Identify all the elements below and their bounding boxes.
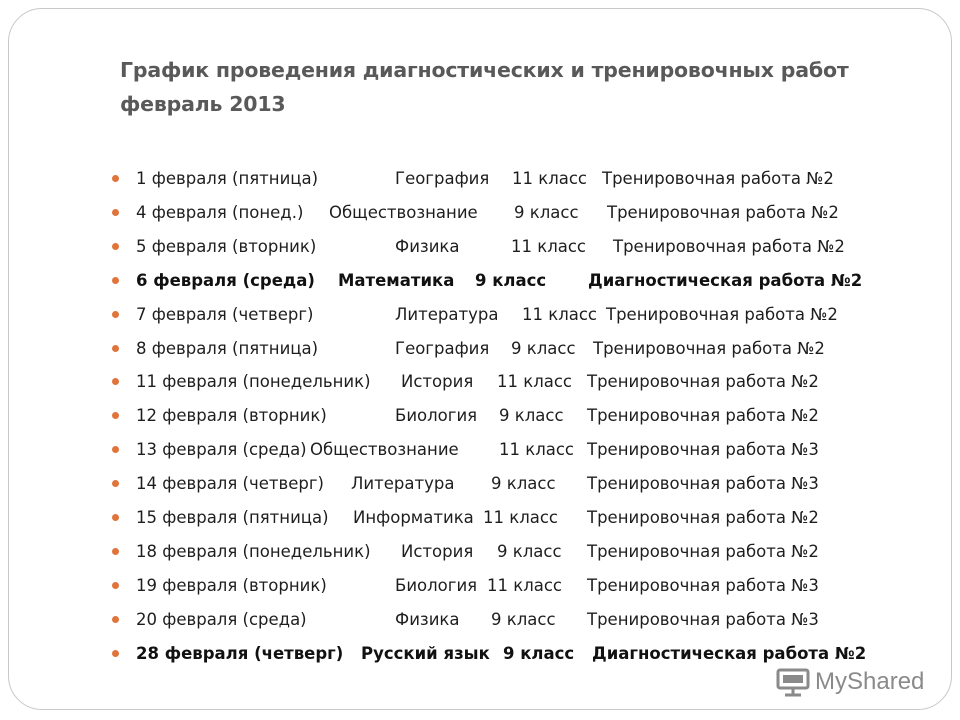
row-grade: 9 класс	[503, 643, 575, 663]
row-subject: Русский язык	[361, 643, 490, 663]
row-work: Тренировочная работа №2	[613, 236, 845, 256]
schedule-row	[9, 333, 953, 367]
bullet-icon	[112, 243, 119, 250]
projector-screen-icon	[775, 667, 811, 697]
row-subject: Математика	[338, 270, 455, 290]
schedule-row	[9, 502, 953, 536]
row-grade: 9 класс	[514, 202, 579, 222]
row-work: Тренировочная работа №3	[587, 474, 819, 494]
schedule-row	[9, 197, 953, 231]
bullet-icon	[112, 582, 119, 589]
row-work: Тренировочная работа №2	[606, 304, 838, 324]
bullet-icon	[112, 209, 119, 216]
title-line-2: февраль 2013	[120, 92, 286, 116]
row-work: Тренировочная работа №2	[587, 372, 819, 392]
schedule-row	[9, 231, 953, 265]
row-date: 5 февраля (вторник)	[136, 236, 317, 256]
bullet-icon	[112, 446, 119, 453]
row-subject: Литература	[395, 304, 499, 324]
slide	[8, 8, 952, 710]
row-date: 4 февраля (понед.)	[136, 202, 304, 222]
row-date: 14 февраля (четверг)	[136, 474, 324, 494]
row-date: 1 февраля (пятница)	[136, 169, 319, 188]
bullet-icon	[112, 345, 119, 352]
row-subject: Биология	[395, 575, 478, 595]
row-grade: 9 класс	[511, 338, 576, 358]
row-work: Тренировочная работа №2	[587, 406, 819, 426]
bullet-icon	[112, 616, 119, 623]
schedule-row	[9, 468, 953, 502]
bullet-icon	[112, 650, 119, 657]
row-date: 20 февраля (среда)	[136, 609, 307, 629]
row-subject: Литература	[351, 474, 455, 494]
schedule-row	[9, 400, 953, 434]
bullet-icon	[112, 277, 119, 284]
row-grade: 9 класс	[475, 270, 547, 290]
row-work: Тренировочная работа №2	[607, 202, 839, 222]
row-date: 13 февраля (среда)	[136, 440, 307, 460]
row-subject: Обществознание	[329, 202, 478, 222]
schedule-row	[9, 366, 953, 400]
row-grade: 11 класс	[522, 304, 598, 324]
row-work: Тренировочная работа №2	[587, 541, 819, 561]
row-subject: Физика	[395, 236, 460, 256]
watermark-logo	[775, 664, 924, 700]
row-date: 11 февраля (понедельник)	[136, 372, 371, 392]
row-date: 19 февраля (вторник)	[136, 575, 327, 595]
row-grade: 11 класс	[483, 508, 559, 527]
schedule-row	[9, 163, 953, 197]
row-grade: 11 класс	[487, 575, 563, 595]
watermark-text: MyShared	[815, 668, 925, 695]
row-grade: 11 класс	[511, 236, 587, 256]
row-subject: География	[395, 169, 490, 188]
row-date: 28 февраля (четверг)	[136, 643, 344, 663]
schedule-row	[9, 570, 953, 604]
row-grade: 11 класс	[499, 440, 575, 460]
row-subject: Физика	[395, 609, 460, 629]
bullet-icon	[112, 514, 119, 521]
row-date: 18 февраля (понедельник)	[136, 541, 371, 561]
schedule-row	[9, 604, 953, 638]
row-grade: 11 класс	[512, 169, 588, 188]
row-work: Тренировочная работа №3	[587, 440, 819, 460]
row-subject: История	[401, 541, 474, 561]
bullet-icon	[112, 548, 119, 555]
row-subject: История	[401, 372, 474, 392]
row-subject: География	[395, 338, 490, 358]
row-work: Диагностическая работа №2	[592, 643, 867, 663]
row-grade: 11 класс	[497, 372, 573, 392]
bullet-icon	[112, 378, 119, 385]
row-work: Тренировочная работа №2	[593, 338, 825, 358]
schedule-row	[9, 265, 953, 299]
row-work: Диагностическая работа №2	[588, 270, 863, 290]
row-work: Тренировочная работа №2	[587, 508, 819, 527]
row-grade: 9 класс	[491, 609, 556, 629]
row-work: Тренировочная работа №3	[587, 575, 819, 595]
row-grade: 9 класс	[499, 406, 564, 426]
bullet-icon	[112, 175, 119, 182]
schedule-row	[9, 434, 953, 468]
row-date: 15 февраля (пятница)	[136, 508, 329, 527]
title-line-1: График проведения диагностических и тренировочных работ	[120, 58, 849, 82]
row-grade: 9 класс	[497, 541, 562, 561]
row-work: Тренировочная работа №2	[602, 169, 834, 188]
page-title	[120, 53, 880, 121]
row-date: 8 февраля (пятница)	[136, 338, 319, 358]
row-subject: Информатика	[353, 508, 474, 527]
row-date: 12 февраля (вторник)	[136, 406, 327, 426]
bullet-icon	[112, 311, 119, 318]
row-work: Тренировочная работа №3	[587, 609, 819, 629]
row-subject: Обществознание	[310, 440, 459, 460]
row-subject: Биология	[395, 406, 478, 426]
bullet-icon	[112, 480, 119, 487]
row-grade: 9 класс	[491, 474, 556, 494]
schedule-row	[9, 536, 953, 570]
row-date: 7 февраля (четверг)	[136, 304, 314, 324]
bullet-icon	[112, 412, 119, 419]
row-date: 6 февраля (среда)	[136, 270, 315, 290]
schedule-row	[9, 299, 953, 333]
